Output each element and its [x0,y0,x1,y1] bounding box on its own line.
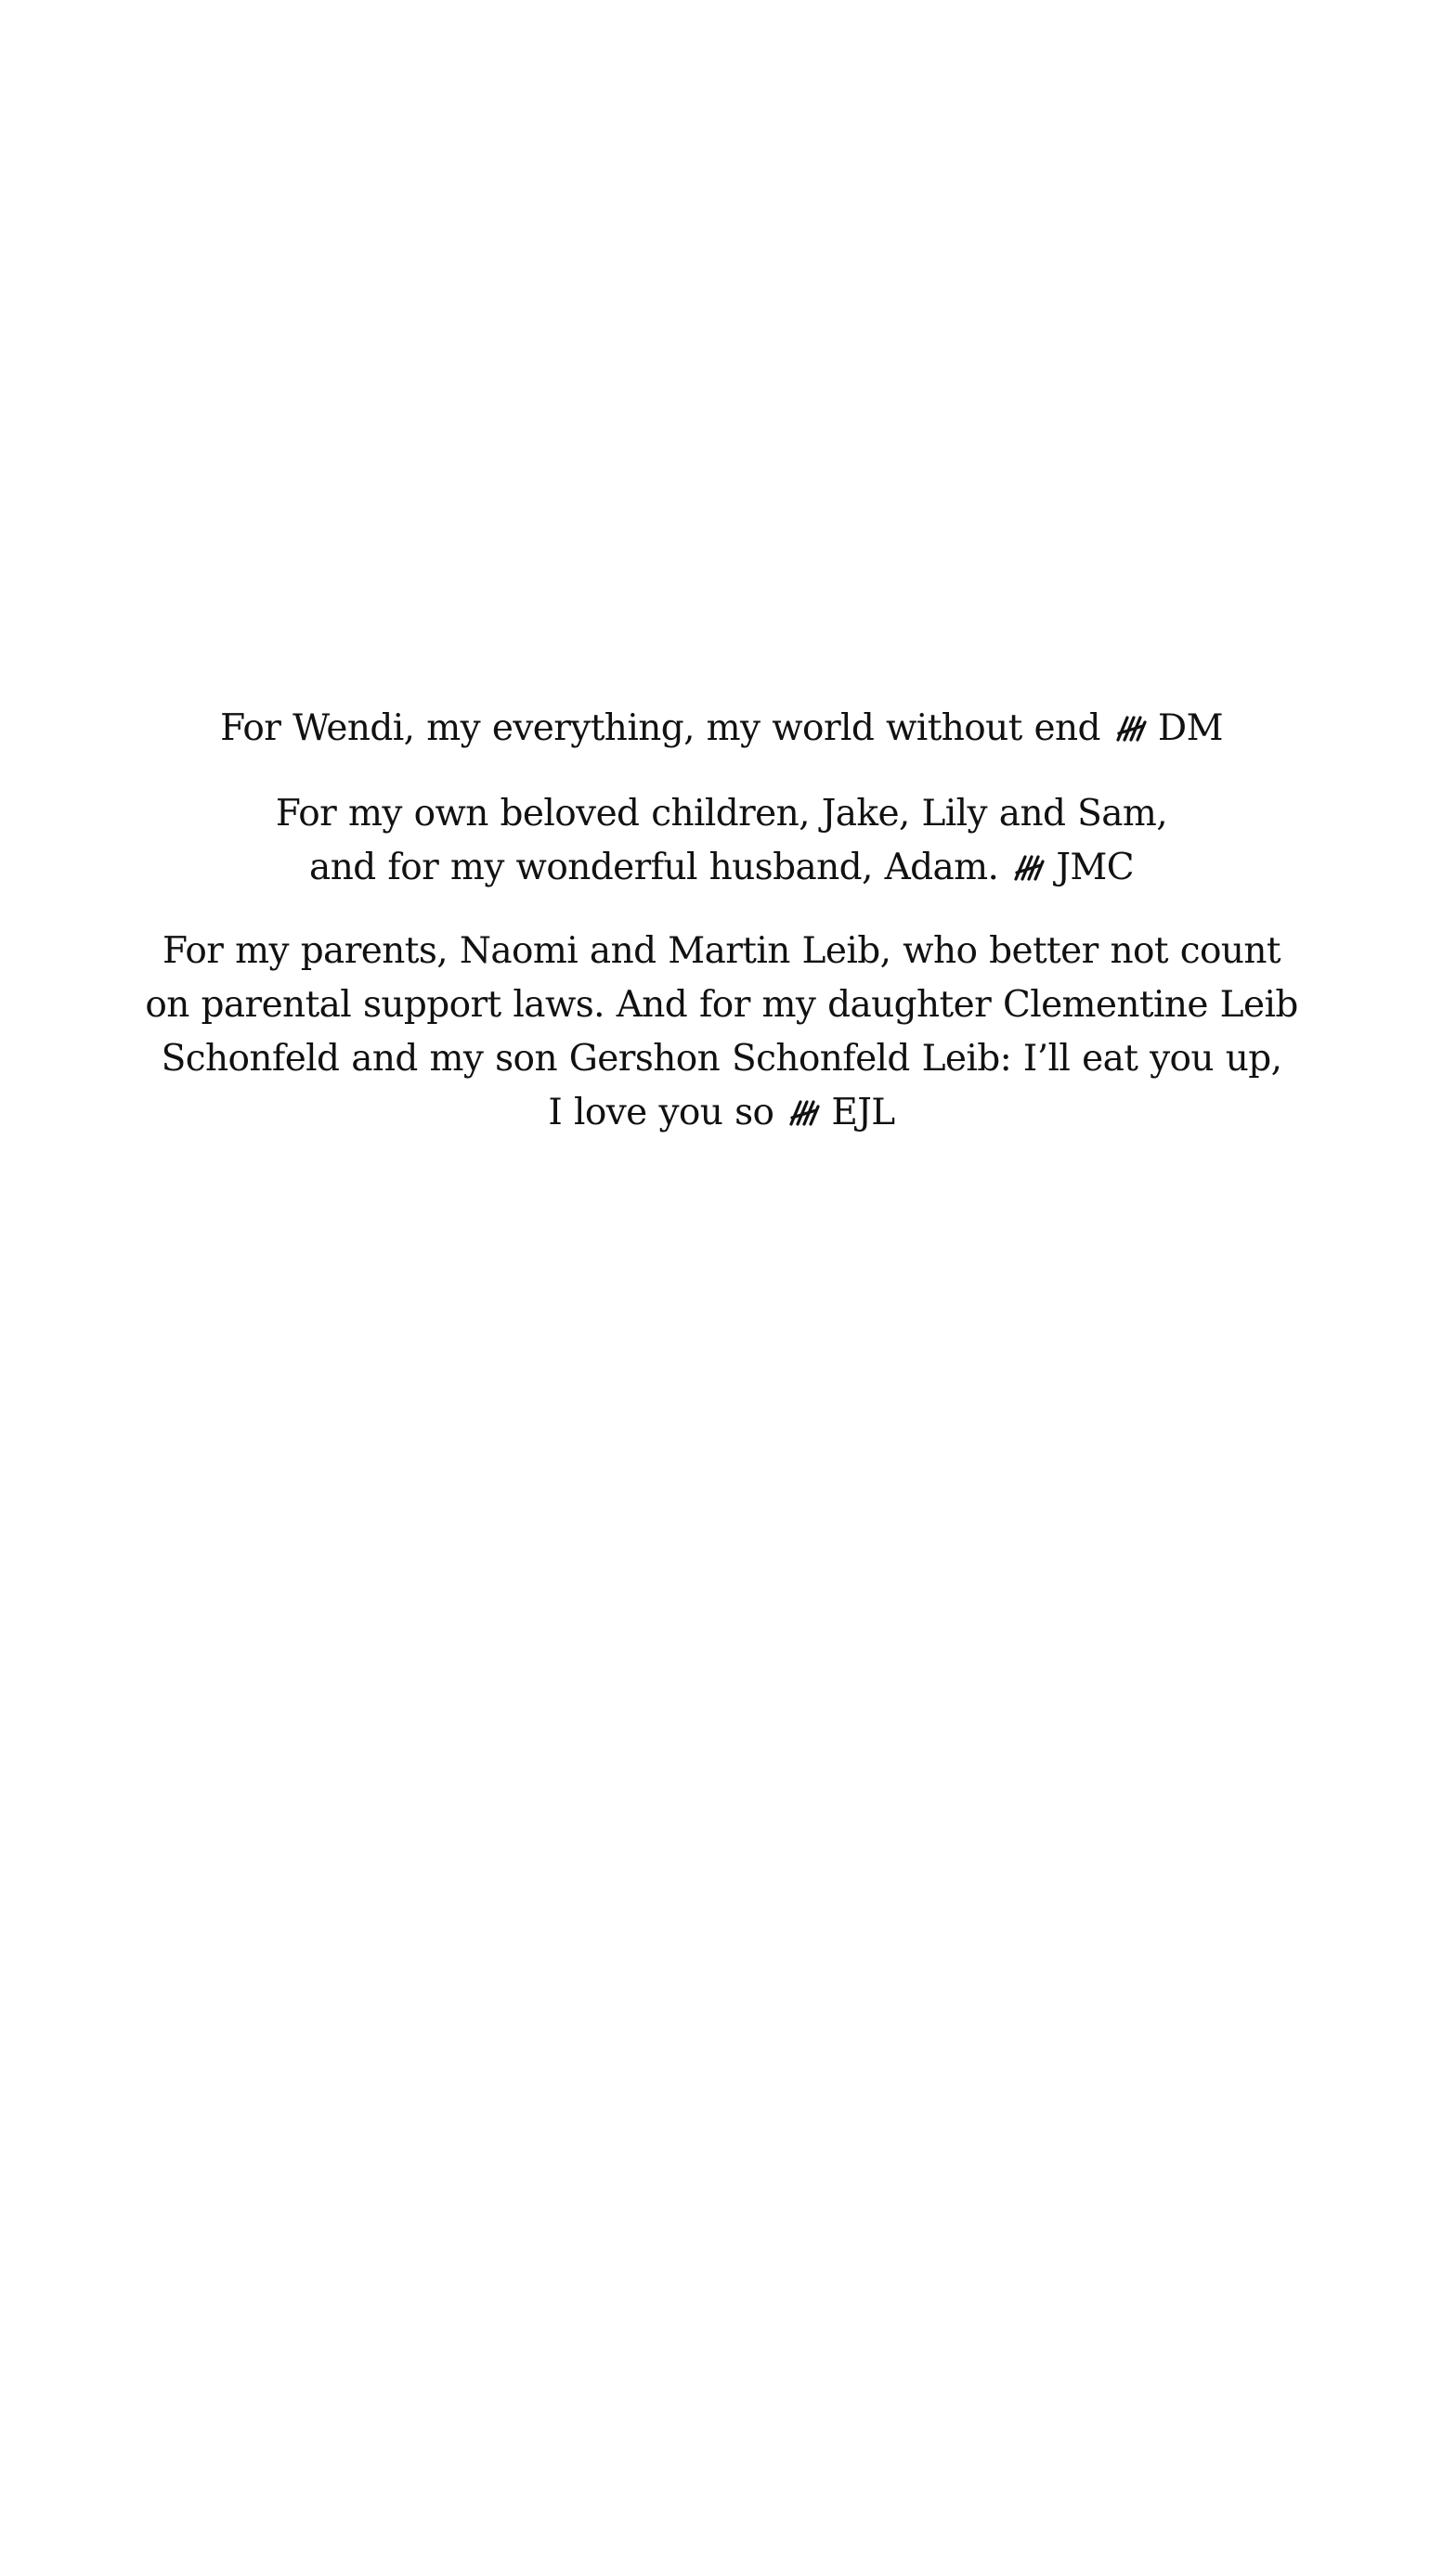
dedication-jmc [0,787,1443,895]
dedication-text: For Wendi, my everything, my world without end [220,707,1100,749]
dedication-line [0,841,1443,895]
hatched-leaf-ornament-icon [1115,715,1147,743]
dedication-line: on parental support laws. And for my daughter Clementine Leib [145,984,1298,1026]
dedication-text: I love you so [548,1092,774,1133]
dedication-line: For my own beloved children, Jake, Lily and Sam, [275,793,1168,835]
hatched-leaf-ornament-icon [1013,854,1045,882]
hatched-leaf-ornament-icon [788,1099,820,1127]
dedication-line: For my parents, Naomi and Martin Leib, who better not count [162,930,1280,972]
author-initials: DM [1157,707,1223,749]
dedication-line: Schonfeld and my son Gershon Schonfeld Leib: I’ll eat you up, [161,1038,1282,1080]
dedication-line [0,1086,1443,1140]
author-initials: EJL [831,1092,895,1133]
dedication-ejl [0,925,1443,1140]
dedication-line [0,702,1443,756]
dedication-text: and for my wonderful husband, Adam. [309,847,999,888]
dedication-dm [0,702,1443,756]
author-initials: JMC [1056,847,1134,888]
